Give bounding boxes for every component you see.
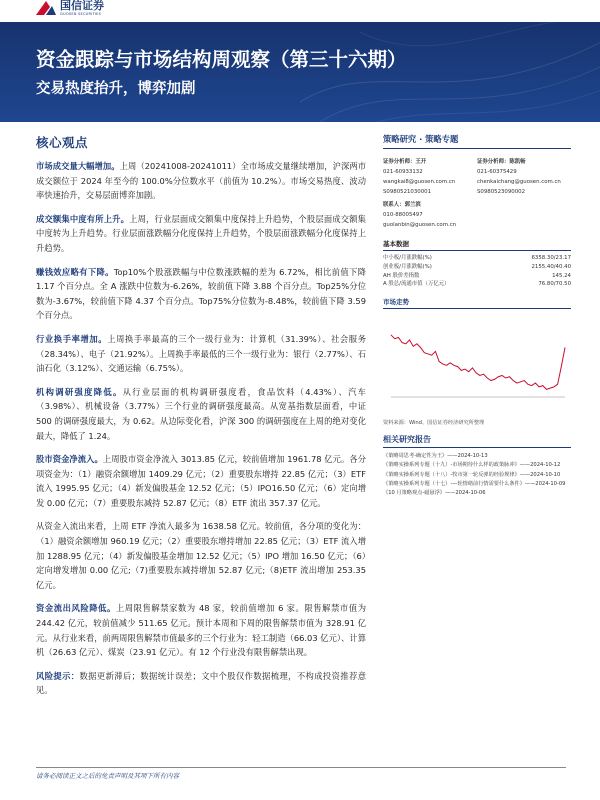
core-view-paragraph [36,519,366,592]
analyst-name: 王开 [415,159,427,165]
sidebar [383,133,571,498]
analyst-name: 郭兰滨 [404,202,421,208]
core-views-column [36,133,366,707]
brand-name-cn: 国信证券 [60,0,104,12]
disclaimer-footer: 请务必阅读正文之后的免责声明及其项下所有内容 [36,767,566,780]
analyst-card [383,157,477,197]
chart-point [535,383,536,384]
paragraph-text: Top10%个股涨跌幅与中位数涨跌幅的差为 6.72%，相比前值下降 1.17 个百分点。全 A 涨跌中位数为-6.26%，较前值下降 3.88 个百分点。Top25%分位数为-3.67%，较前值下降 4.37 个百分点。Top75%分位数为-8.48%，较前值下降 3.59 个百分点。 [36,266,366,321]
analyst-email[interactable]: guolanbin@guosen.com.cn [383,222,457,228]
chart-point [409,340,410,341]
basic-data-label: 创业板/月涨跌幅(%) [383,263,432,270]
chart-point [417,344,418,345]
paragraph-text: 上周，行业层面成交额集中度保持上升趋势，个股层面成交额集中度转为上升趋势。行业层面涨跌幅分化度保持上升趋势，个股层面涨跌幅分化度保持上升趋势。 [36,213,366,253]
chart-point [413,346,414,347]
related-report-item[interactable]: 《策略实操系列专题（十八）-牧市第一轮反弹的经验规律》——2024-10-10 [383,471,561,478]
core-view-paragraph [36,601,366,659]
core-view-paragraph [36,385,366,443]
related-report-item[interactable]: 《策略实操系列专题（十七）-—轮情绪前行情需要什么条件》——2024-10-09 [383,480,566,487]
chart-point [454,365,455,366]
paragraph-keyword: 成交额集中度有所上升。 [36,213,130,224]
market-trend-chart [383,315,571,413]
related-report-item[interactable]: 《策略周思考-确定性为王》——2024-10-13 [383,453,488,460]
analyst-role: 证券分析师： [477,159,510,165]
basic-data-value: 76.80/70.50 [538,281,571,288]
section-label: 策略研究 · 策略专题 [383,133,571,149]
title-banner [0,22,600,122]
analyst-cert: S0980523090002 [477,189,526,195]
paragraph-text: 上周（20241008-20241011）全市场成交量继续增加，沪深两市成交额位于 2024 年至今的 100.0%分位数水平（前值为 10.2%）。市场交易热度、波动率快速抬升，交易层面博弈加剧。 [36,161,366,201]
paragraph-keyword: 风险提示： [36,670,80,681]
basic-data-row [383,263,571,272]
analyst-email[interactable]: chenkaichang@guosen.com.cn [477,179,561,185]
analyst-card [477,157,571,197]
paragraph-keyword: 行业换手率增加。 [36,333,108,344]
analyst-phone: 021-60375429 [477,169,517,175]
basic-data-table [383,239,571,289]
chart-point [424,353,425,354]
related-report-item[interactable]: 《策略实操系列专题（十九）-市场期待什么样的政策脉冲》——2024-10-12 [383,462,561,469]
banner-wave-decoration [300,22,600,122]
chart-point [420,347,421,348]
report-subtitle: 交易热度抬升，博弈加剧 [36,81,196,97]
chart-point [431,355,432,356]
chart-point [428,354,429,355]
paragraph-text: 上周限售解禁家数为 48 家，较前值增加 6 家。限售解禁市值为 244.42 亿元，较前值减少 511.65 亿元。预计本周和下周的限售解禁市值为 328.91 亿元。从行业来看，前两周限售解禁市值最多的三个行业为：轻工制造（66.03 亿元）、计算机（26.63 亿元）、煤炭（23.91 亿元）。有 12 个行业没有限售解禁出现。 [36,603,366,658]
paragraph-keyword: 资金流出风险降低。 [36,603,116,614]
core-view-paragraph [36,669,366,698]
basic-data-label: AH 股价差指数 [383,272,420,279]
analyst-cert: S0980521030001 [383,189,432,195]
basic-data-value: 2155.40/40.40 [531,263,571,270]
chart-point [509,377,510,378]
basic-data-header: 基本数据 [383,239,571,251]
chart-point [398,337,399,338]
chart-point [498,377,499,378]
chart-point [391,335,392,336]
chart-point [457,366,458,367]
chart-point [468,372,469,373]
market-trend-title: 市场走势 [383,297,571,309]
basic-data-value: 6358.30/23.17 [531,255,571,261]
paragraph-keyword: 赚钱效应略有下降。 [36,266,114,277]
chart-series-line [391,335,565,389]
chart-point [406,344,407,345]
chart-point [557,384,558,385]
basic-data-row [383,254,571,263]
chart-point [561,366,562,367]
chart-source: 资料来源：Wind、国信证券经济研究所整理 [383,420,485,427]
analyst-name: 陈凯畅 [509,159,526,165]
paragraph-text: 上周股市资金净流入 3013.85 亿元，较前值增加 1961.78 亿元。各分项资金为：（1）融资余额增加 1409.29 亿元；（2）重要股东增持 22.85 亿元；（3）ETF 流入 1995.95 亿元；（4）新发偏股基金 12.52 亿元；（5）IPO16.50 亿元；（6）定向增发 0.00 亿元；（7）重要股东减持 52.87 亿元；（8）ETF 流出 357.37 亿元。 [36,454,366,508]
chart-point [435,351,436,352]
chart-point [465,369,466,370]
chart-point [450,363,451,364]
analyst-phone: 010-88005497 [383,212,423,218]
analyst-email[interactable]: wangkai8@guosen.com.cn [383,179,456,185]
chart-point [502,375,503,376]
chart-point [480,375,481,376]
paragraph-text: 从行业层面的机构调研强度看，食品饮料（4.43%）、汽车（3.98%）、机械设备（3.77%）三个行业的调研强度最高。从宽基指数层面看，中证 500 的调研强度最大，为 0.62。从边际变化看，沪深 300 的调研强度在上周的绝对变化最大，降低了 1.24。 [36,386,366,441]
basic-data-value: 145.24 [552,272,571,279]
chart-point [472,368,473,369]
chart-point [517,383,518,384]
chart-point [476,373,477,374]
chart-point [494,379,495,380]
paragraph-keyword: 股市资金净流入。 [36,454,103,465]
chart-point [524,380,525,381]
core-view-paragraph [36,212,366,256]
brand-logo-icon [36,1,56,15]
chart-point [483,374,484,375]
core-view-paragraph [36,452,366,510]
paragraph-keyword: 机构调研强度降低。 [36,386,123,397]
chart-point [439,361,440,362]
chart-point [528,384,529,385]
core-views-heading: 核心观点 [36,135,89,150]
basic-data-row [383,272,571,281]
analyst-card [383,200,477,230]
chart-point [491,380,492,381]
chart-point [531,385,532,386]
chart-point [394,339,395,340]
related-reports-title: 相关研究报告 [383,434,571,448]
analyst-phone: 021-60933132 [383,169,423,175]
analyst-list [383,157,571,233]
chart-point [565,347,566,348]
chart-point [443,364,444,365]
core-view-paragraph [36,332,366,376]
chart-point [446,365,447,366]
paragraph-keyword: 市场成交量大幅增加。 [36,161,120,171]
brand-name-en: GUOSEN SECURITIES [60,12,102,16]
top-bar [0,0,600,22]
core-view-paragraph [36,265,366,323]
basic-data-label: A 股总/流通市值（万亿元） [383,281,450,288]
chart-point [554,387,555,388]
chart-point [487,378,488,379]
report-title: 资金跟踪与市场结构周观察（第三十六期） [36,48,407,71]
related-reports-list [383,452,571,498]
chart-point [513,380,514,381]
chart-point [539,387,540,388]
analyst-role: 联系人： [383,202,405,208]
basic-data-row [383,280,571,289]
analyst-role: 证券分析师： [383,159,416,165]
chart-point [542,385,543,386]
paragraph-text: 数据更新滞后；数据统计误差；文中个股仅作数据梳理，不构成投资推荐意见。 [36,670,366,696]
brand-logo [36,0,104,20]
paragraph-text: 从资金入流出来看，上周 ETF 净流入最多为 1638.58 亿元。较前值，各分项的变化为：（1）融资余额增加 960.19 亿元；（2）重要股东增持增加 22.85 亿元；（3）ETF 流入增加 1288.95 亿元；（4）新发偏股基金增加 12.52 亿元；（5）IPO 增加 16.50 亿元；（6）定向增发增加 0.00 亿元;（7)重要股东减持增加 52.87 亿元;（8)ETF 流出增加 253.35 亿元。 [36,521,366,590]
chart-point [520,382,521,383]
paragraph-text: 上周换手率最高的三个一级行业为：计算机（31.39%）、社会服务（28.34%）、电子（21.92%）。上周换手率最低的三个一级行业为：银行（2.77%）、石油石化（3.12%）、交通运输（6.75%）。 [36,333,366,374]
chart-point [550,388,551,389]
basic-data-label: 中小板/月涨跌幅(%) [383,255,432,261]
core-view-paragraph [36,159,366,203]
chart-point [402,342,403,343]
chart-point [546,389,547,390]
chart-point [461,370,462,371]
chart-point [505,378,506,379]
related-report-item[interactable]: 《10 月策略观点-磁悬浮》——2024-10-06 [383,490,486,496]
